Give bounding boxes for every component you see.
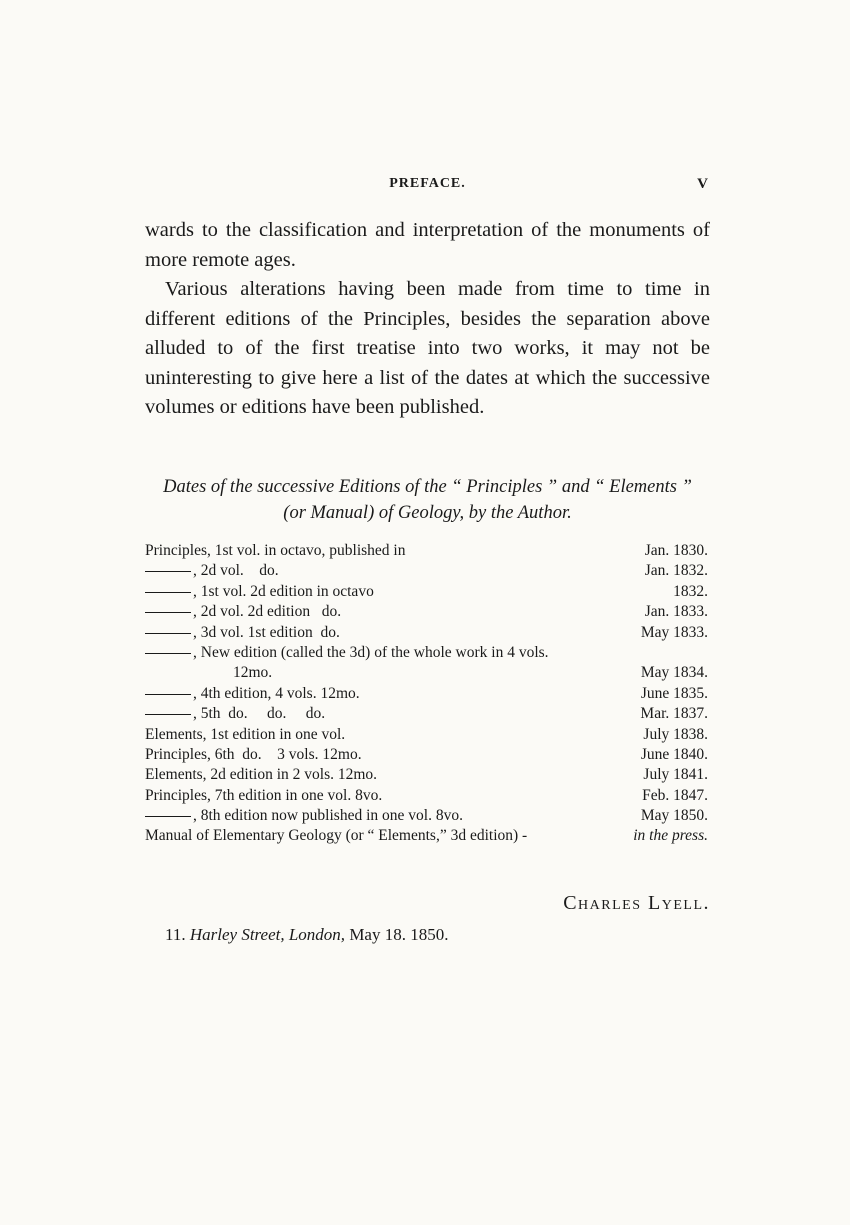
edition-text: 12mo.	[233, 664, 273, 682]
edition-row	[145, 583, 710, 603]
edition-row	[145, 664, 710, 684]
edition-date: Jan. 1833.	[644, 603, 708, 621]
page-number: V	[697, 176, 708, 192]
table-caption-line-2: (or Manual) of Geology, by the Author.	[283, 503, 572, 523]
edition-text: , New edition (called the 3d) of the whole work in 4 vols.	[193, 643, 549, 661]
edition-row	[145, 685, 710, 705]
edition-text: , 1st vol. 2d edition in octavo	[193, 582, 374, 600]
edition-label	[145, 746, 362, 764]
edition-row	[145, 562, 710, 582]
table-caption	[145, 474, 710, 526]
ditto-dash	[145, 653, 191, 654]
edition-date: in the press.	[633, 827, 708, 845]
edition-label	[233, 664, 272, 682]
ditto-dash	[145, 592, 191, 593]
ditto-dash	[145, 694, 191, 695]
preface-body	[145, 216, 710, 423]
edition-text: Elements, 2d edition in 2 vols. 12mo.	[145, 766, 378, 784]
edition-label	[145, 603, 341, 621]
edition-text: Principles, 1st vol. in octavo, published in	[145, 542, 406, 559]
edition-text: , 8th edition now published in one vol. 8vo.	[193, 807, 463, 825]
edition-text: Manual of Elementary Geology (or “ Elements,” 3d edition) -	[145, 827, 528, 845]
edition-date: Jan. 1832.	[644, 562, 708, 580]
address-line	[165, 925, 448, 945]
edition-date: Feb. 1847.	[642, 786, 708, 804]
edition-row	[145, 644, 710, 664]
edition-label	[145, 685, 360, 703]
running-head	[145, 176, 710, 196]
edition-label	[145, 827, 527, 845]
address-date: May 18. 1850.	[349, 925, 449, 944]
edition-label	[145, 542, 405, 560]
edition-row	[145, 787, 710, 807]
ditto-dash	[145, 612, 191, 613]
edition-text: Principles, 6th do. 3 vols. 12mo.	[145, 745, 362, 763]
edition-text: Principles, 7th edition in one vol. 8vo.	[145, 786, 383, 804]
edition-date: May 1850.	[640, 807, 708, 825]
edition-row	[145, 542, 710, 562]
edition-text: , 3d vol. 1st edition do.	[193, 623, 340, 641]
edition-label	[145, 766, 377, 784]
running-head-title: PREFACE.	[389, 176, 466, 191]
edition-row	[145, 624, 710, 644]
edition-date: June 1835.	[640, 684, 708, 702]
edition-text: Elements, 1st edition in one vol.	[145, 725, 346, 743]
edition-row	[145, 603, 710, 623]
edition-date: May 1833.	[640, 623, 708, 641]
address-street: Harley Street, London,	[189, 925, 346, 944]
edition-label	[145, 644, 549, 662]
edition-date: Mar. 1837.	[640, 705, 708, 723]
edition-label	[145, 726, 345, 744]
edition-date: June 1840.	[640, 745, 708, 763]
edition-date: Jan. 1830.	[644, 542, 708, 559]
address-number: 11.	[165, 925, 186, 944]
edition-date: 1832.	[673, 582, 708, 600]
edition-row	[145, 726, 710, 746]
edition-date: May 1834.	[640, 664, 708, 682]
edition-row	[145, 766, 710, 786]
author-signature: Charles Lyell.	[563, 892, 710, 914]
edition-date: July 1841.	[643, 766, 708, 784]
edition-label	[145, 583, 374, 601]
edition-date: July 1838.	[643, 725, 708, 743]
table-caption-line-1: Dates of the successive Editions of the “ Principles ” and “ Elements ”	[163, 477, 692, 497]
edition-text: , 2d vol. do.	[193, 562, 279, 580]
edition-label	[145, 562, 279, 580]
edition-label	[145, 705, 325, 723]
paragraph-continued: wards to the classification and interpretation of the monuments of more remote ages.	[145, 219, 710, 271]
edition-text: , 5th do. do. do.	[193, 705, 326, 723]
edition-row	[145, 746, 710, 766]
edition-label	[145, 807, 463, 825]
edition-row	[145, 827, 710, 847]
ditto-dash	[145, 714, 191, 715]
ditto-dash	[145, 816, 191, 817]
ditto-dash	[145, 633, 191, 634]
edition-label	[145, 787, 382, 805]
paragraph-alterations: Various alterations having been made from time to time in different editions of the Principles, besides the separation above alluded to of the first treatise into two works, it may not be uninteresting to give here a list of the dates at which the successive volumes or editions have been published.	[145, 278, 710, 418]
edition-row	[145, 807, 710, 827]
edition-text: , 2d vol. 2d edition do.	[193, 603, 342, 621]
edition-text: , 4th edition, 4 vols. 12mo.	[193, 684, 360, 702]
editions-list	[145, 542, 710, 848]
edition-label	[145, 624, 340, 642]
ditto-dash	[145, 571, 191, 572]
edition-row	[145, 705, 710, 725]
